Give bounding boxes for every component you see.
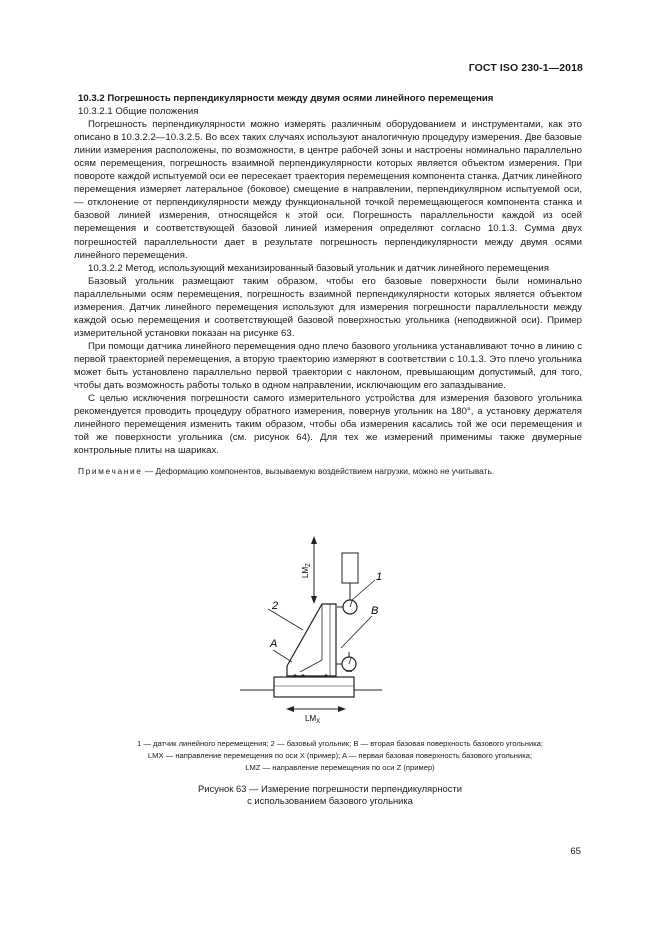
- subsection-title-2: 10.3.2.2 Метод, использующий механизированный базовый угольник и датчик линейного перемещения: [88, 262, 549, 274]
- caption-line-1: Рисунок 63 — Измерение погрешности перпендикулярности: [198, 783, 462, 794]
- legend-line-3: LMZ — направление перемещения по оси Z (пример): [245, 763, 435, 772]
- subsection-title-1: 10.3.2.1 Общие положения: [78, 106, 199, 118]
- caption-line-2: с использованием базового угольника: [247, 795, 413, 806]
- section-heading: 10.3.2 Погрешность перпендикулярности между двумя осями линейного перемещения: [78, 93, 494, 104]
- lmz-arrow: [301, 536, 317, 604]
- lower-sensor: [336, 652, 356, 671]
- svg-text:LMZ: $LM_Z$: [301, 563, 312, 578]
- note: [74, 465, 582, 478]
- figure-caption: [130, 783, 530, 807]
- section-text: [74, 92, 582, 478]
- upper-sensor: [337, 553, 358, 614]
- label-a: A: [270, 638, 278, 650]
- paragraph-1: Погрешность перпендикулярности можно измерять различным оборудованием и инструментами, как это описано в 10.3.2.2—10.3.2.5. Во всех таких случаях используют аналогичную процедуру измерения. Две базовые линии измерения расположены, по возможности, в центре рабочей зоны и настроены номинально параллельно осям перемещения, погрешность взаимной перпендикулярности которых является объектом измерения. При повороте каждой испытуемой оси ее пересекает траектория перемещения компонента станка. Датчик линейного перемещения измеряет латеральное (боковое) смещение в направлении, перпендикулярном испытуемой оси, — отклонение от перпендикулярности между функциональной точкой перемещающегося компонента станка и базовой линией измерения, относящейся к этой оси. Погрешность параллельности каждой из осей перемещения и соответствующей базовой линией измерения определяют согласно 10.1.3. Сумма двух погрешностей параллельности дает в результате погрешность перпендикулярности между двумя осями линейного перемещения.: [74, 119, 582, 261]
- reference-square: [287, 604, 336, 676]
- note-text: — Деформацию компонентов, вызываемую воздействием нагрузки, можно не учитывать.: [142, 466, 495, 477]
- label-b: B: [371, 605, 379, 617]
- svg-text:LMX: $LM_X$: [305, 714, 321, 724]
- label-2: 2: [272, 600, 279, 612]
- figure-63-diagram: [236, 536, 386, 724]
- standard-number: ГОСТ ISO 230-1—2018: [468, 62, 583, 74]
- legend-line-1: 1 — датчик линейного перемещения; 2 — базовый угольник; B — вторая базовая поверхность базового угольника;: [136, 739, 544, 748]
- note-label: Примечание: [78, 466, 143, 477]
- paragraph-2: Базовый угольник размещают таким образом, чтобы его базовые поверхности были номинально параллельными осям перемещения, погрешность взаимной перпендикулярности которых является объектом измерения. Датчик линейного перемещения используют для измерения погрешности параллельности между каждой осью перемещения и соответствующей базовой поверхностью угольника (неподвижной оси). Пример измерительной установки показан на рисунке 63.: [74, 275, 582, 339]
- legend-line-2: LMX — направление перемещения по оси X (пример); A — первая базовая поверхность базового угольника;: [147, 751, 533, 760]
- machine-table: [240, 674, 382, 697]
- lmx-arrow: [286, 706, 346, 724]
- paragraph-3: При помощи датчика линейного перемещения одно плечо базового угольника устанавливают точно в линию с первой траекторией перемещения, а вторую траекторию измеряют в соответствии с 10.1.3. Это плечо угольника может быть установлено параллельно первой траектории с наклоном, превышающим допустимый, для того, чтобы дать возможность работы только в одном направлении, исключающим его запаздывание.: [74, 340, 582, 392]
- figure-legend: [60, 738, 620, 774]
- page-number: 65: [570, 846, 581, 857]
- paragraph-4: С целью исключения погрешности самого измерительного устройства для измерения базового угольника рекомендуется проводить процедуру обратного измерения, повернув угольник на 180°, а установку держателя линейного перемещения изменить таким образом, чтобы оба измерения касались той же оси перемещения и той же поверхности угольника (см. рисунок 64). Для тех же измерений применимы также двумерные контрольные плиты на шариках.: [74, 393, 582, 457]
- label-1: 1: [376, 571, 383, 583]
